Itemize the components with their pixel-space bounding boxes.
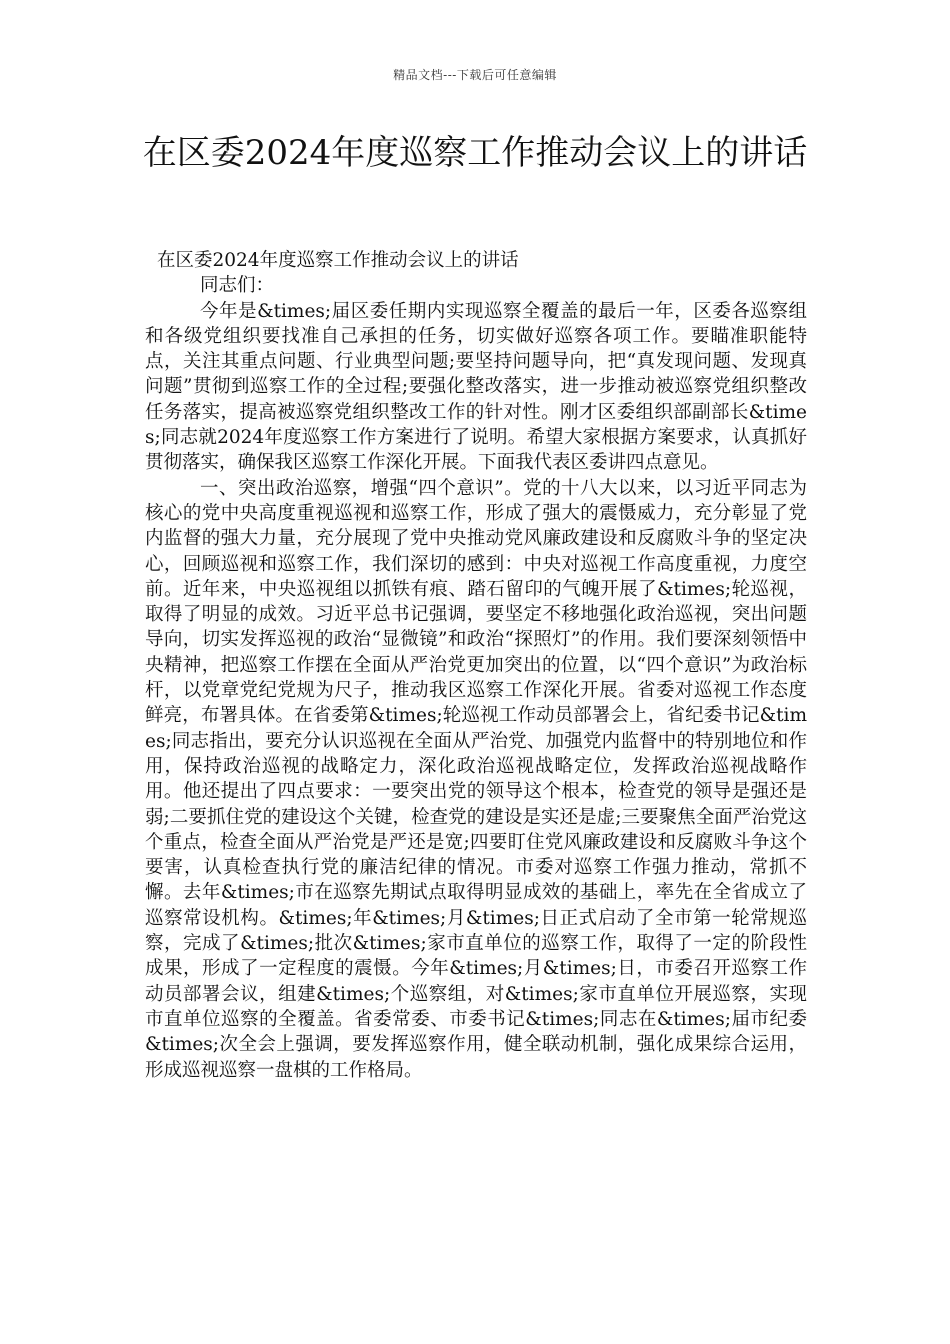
salutation: 同志们： xyxy=(200,275,275,297)
paragraph-intro: 今年是&times;届区委任期内实现巡察全覆盖的最后一年，区委各巡察组和各级党组织要找准自己承担的任务，切实做好巡察各项工作。要瞄准职能特点，关注其重点问题、行业典型问题;要坚持问题导向，把“真发现问题、发现真问题”贯彻到巡察工作的全过程;要强化整改落实，进一步推动被巡察党组织整改任务落实，提高被巡察党组织整改工作的针对性。刚才区委组织部副部长&times;同志就2024年度巡察工作方案进行了说明。希望大家根据方案要求，认真抓好贯彻落实，确保我区巡察工作深化开展。下面我代表区委讲四点意见。 xyxy=(145,300,807,474)
document-body xyxy=(145,248,807,1083)
header-note: 精品文档---下载后可任意编辑 xyxy=(393,68,557,82)
document-subtitle: 在区委2024年度巡察工作推动会议上的讲话 xyxy=(157,250,519,271)
paragraph-section-one: 一、突出政治巡察，增强“四个意识”。党的十八大以来，以习近平同志为核心的党中央高度重视巡视和巡察工作，形成了强大的震慑威力，充分彰显了党内监督的强大力量，充分展现了党中央推动党风廉政建设和反腐败斗争的坚定决心，回顾巡视和巡察工作，我们深切的感到：中央对巡视工作高度重视，力度空前。近年来，中央巡视组以抓铁有痕、踏石留印的气魄开展了&times;轮巡视，取得了明显的成效。习近平总书记强调，要坚定不移地强化政治巡视，突出问题导向，切实发挥巡视的政治“显微镜”和政治“探照灯”的作用。我们要深刻领悟中央精神，把巡察工作摆在全面从严治党更加突出的位置，以“四个意识”为政治标杆，以党章党纪党规为尺子，推动我区巡察工作深化开展。省委对巡视工作态度鲜亮，布署具体。在省委第&times;轮巡视工作动员部署会上，省纪委书记&times;同志指出，要充分认识巡视在全面从严治党、加强党内监督中的特别地位和作用，保持政治巡视的战略定力，深化政治巡视战略定位，发挥政治巡视战略作用。他还提出了四点要求：一要突出党的领导这个根本，检查党的领导是强还是弱;二要抓住党的建设这个关键，检查党的建设是实还是虚;三要聚焦全面严治党这个重点，检查全面从严治党是严还是宽;四要盯住党风廉政建设和反腐败斗争这个要害，认真检查执行党的廉洁纪律的情况。市委对巡察工作强力推动，常抓不懈。去年&times;市在巡察先期试点取得明显成效的基础上，率先在全省成立了巡察常设机构。&times;年&times;月&times;日正式启动了全市第一轮常规巡察，完成了&times;批次&times;家市直单位的巡察工作，取得了一定的阶段性成果，形成了一定程度的震慑。今年&times;月&times;日，市委召开巡察工作动员部署会议，组建&times;个巡察组，对&times;家市直单位开展巡察，实现市直单位巡察的全覆盖。省委常委、市委书记&times;同志在&times;届市纪委&times;次全会上强调，要发挥巡察作用，健全联动机制，强化成果综合运用，形成巡视巡察一盘棋的工作格局。 xyxy=(145,477,807,1081)
document-title: 在区委2024年度巡察工作推动会议上的讲话 xyxy=(142,133,808,173)
